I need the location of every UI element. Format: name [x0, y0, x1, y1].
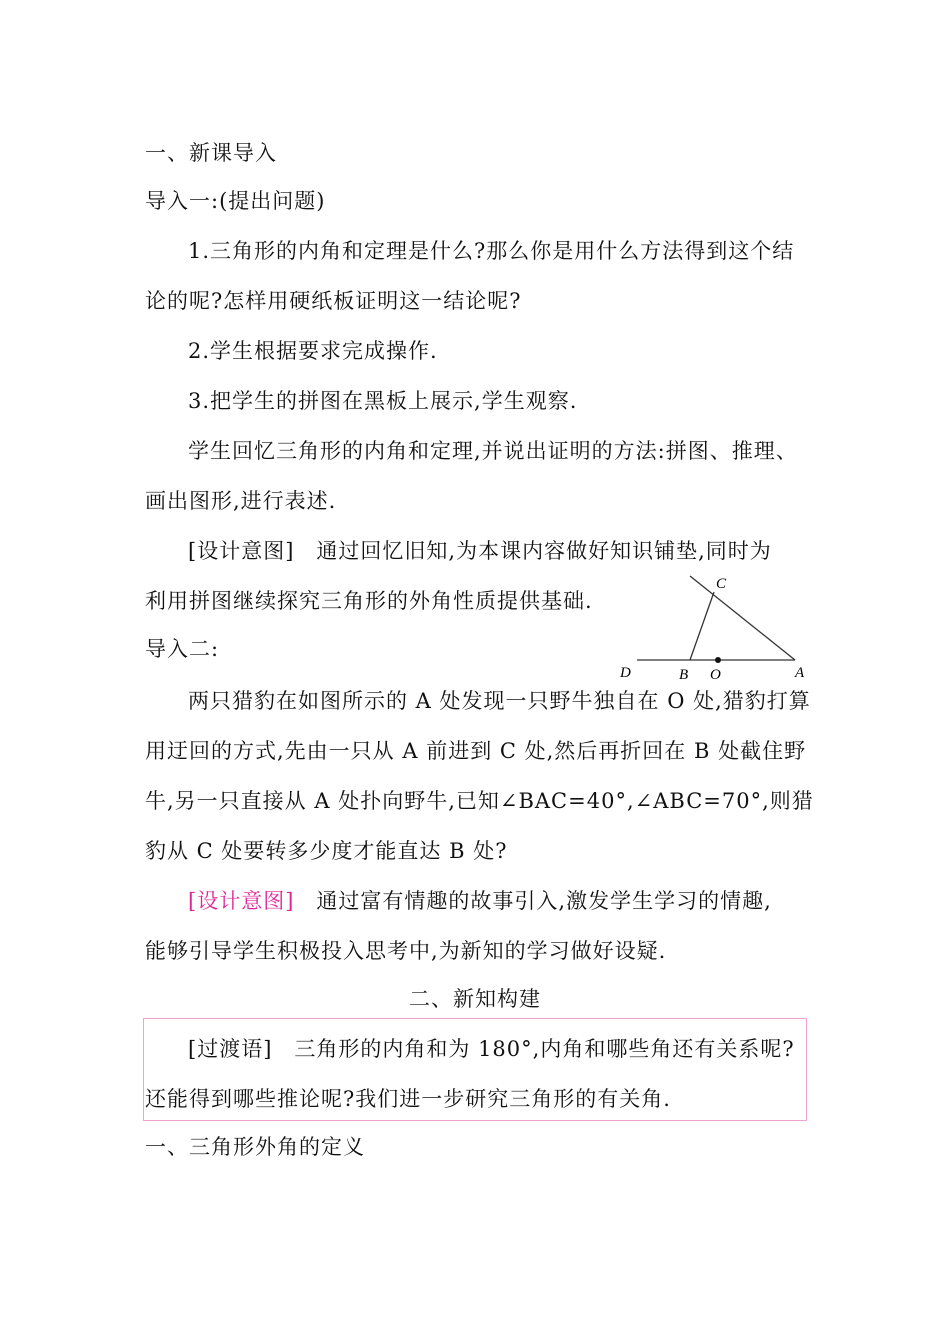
- intro1-title: 导入一:(提出问题): [145, 189, 326, 213]
- transition-paragraph: [188, 1036, 795, 1062]
- intro1-item3: 3.把学生的拼图在黑板上展示,学生观察.: [188, 389, 578, 413]
- transition-line1: 三角形的内角和为 180°,内角和哪些角还有关系呢?: [294, 1037, 795, 1061]
- intro1-recall-line2: 画出图形,进行表述.: [145, 489, 337, 513]
- point-o: [715, 657, 721, 663]
- intro2-design-line1: 通过富有情趣的故事引入,激发学生学习的情趣,: [316, 889, 772, 913]
- intro2-problem-line4: 豹从 C 处要转多少度才能直达 B 处?: [145, 839, 508, 863]
- label-a: A: [795, 665, 805, 681]
- intro2-title: 导入二:: [145, 637, 220, 661]
- label-b: B: [679, 667, 689, 682]
- line-bc: [690, 592, 714, 660]
- intro1-design-line2: 利用拼图继续探究三角形的外角性质提供基础.: [145, 589, 593, 613]
- intro1-recall-line1: 学生回忆三角形的内角和定理,并说出证明的方法:拼图、推理、: [188, 439, 798, 463]
- transition-line2: 还能得到哪些推论呢?我们进一步研究三角形的有关角.: [145, 1087, 671, 1111]
- intro1-item2: 2.学生根据要求完成操作.: [188, 339, 438, 363]
- section-heading-intro: 一、新课导入: [145, 141, 277, 165]
- label-d: D: [620, 665, 631, 681]
- design-intent-tag: [设计意图]: [188, 539, 295, 563]
- intro1-item1-line1: 1.三角形的内角和定理是什么?那么你是用什么方法得到这个结: [188, 239, 795, 263]
- intro2-problem-line2: 用迂回的方式,先由一只从 A 前进到 C 处,然后再折回在 B 处截住野: [145, 739, 807, 763]
- label-c: C: [716, 576, 727, 592]
- intro1-design-line1: 通过回忆旧知,为本课内容做好知识铺垫,同时为: [316, 539, 772, 563]
- intro2-design-paragraph: [188, 888, 772, 914]
- intro1-design-paragraph: [188, 538, 772, 564]
- subsection-heading-exterior-angle: 一、三角形外角的定义: [145, 1135, 365, 1159]
- label-o: O: [710, 667, 721, 682]
- design-intent-tag-pink: [设计意图]: [188, 889, 295, 913]
- section-heading-new-knowledge: 二、新知构建: [409, 987, 541, 1011]
- intro2-problem-line1: 两只猎豹在如图所示的 A 处发现一只野牛独自在 O 处,猎豹打算: [188, 689, 811, 713]
- intro2-design-line2: 能够引导学生积极投入思考中,为新知的学习做好设疑.: [145, 939, 667, 963]
- intro2-problem-line3: 牛,另一只直接从 A 处扑向野牛,已知∠BAC=40°,∠ABC=70°,则猎: [145, 789, 814, 813]
- line-ac: [690, 576, 795, 660]
- transition-tag: [过渡语]: [188, 1037, 273, 1061]
- triangle-diagram: [615, 572, 815, 682]
- intro1-item1-line2: 论的呢?怎样用硬纸板证明这一结论呢?: [145, 289, 522, 313]
